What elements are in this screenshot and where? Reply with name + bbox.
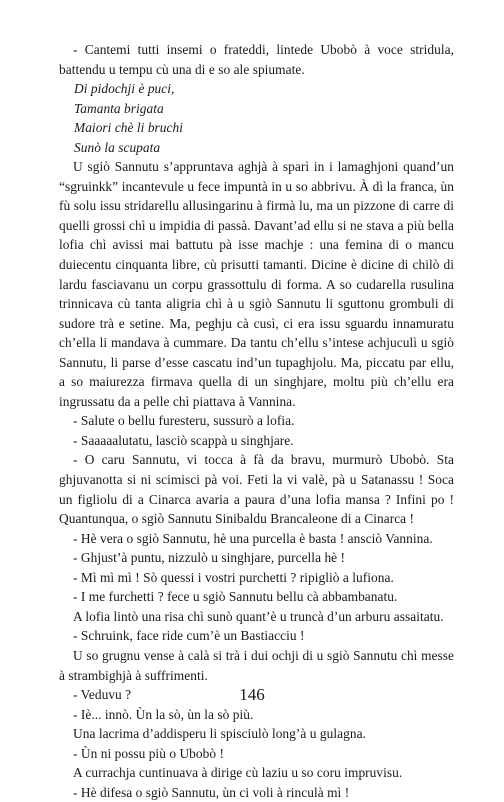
poem-line: Di pidochji è puci,	[74, 81, 175, 97]
dialogue-line: - Hè difesa o sgiò Sannutu, ùn ci voli à rinculà mì !	[73, 784, 350, 800]
dialogue-line: - Veduvu ?	[73, 687, 132, 703]
dialogue-line: - Hè vera o sgiò Sannutu, hè una purcella è basta ! ansciò Vannina.	[73, 530, 433, 546]
paragraph-narrative-sannutu: U sgiò Sannutu s’appruntava aghjà à sparì in i lamaghjoni quand’un “sgruinkk” incantevule u fece impuntà in u so abbrivu. À dì la franca, ùn fù solu issu stridarellu allusingarinu à firmà lu, ma un pizzone di carre di quelli grossi chì u impidia di passà. Davant’ad ellu si ne stava a più bella lofia chì avissi mai battutu pà isse machje : una femina di o mancu duiecentu cinquanta libre, cù prisutti tamanti. Dicine è dicine di chilò di lardu fasciavanu un corpu grassottulu di forma. A so cudarella rusulina trinnicava cù tanta aligria chì à u sgiò Sannutu li sguttonu grombuli di sudore trà e setine. Ma, peghju cà cusì, ci era issu sguardu innamuratu ch’ella li mandava à cummare. Da tantu ch’ellu s’intese achjuculì u sgiò Sannutu, li parse d’esse cascatu ind’un tupaghjolu. Ma, piccatu par ellu, a so maiurezza firmava quella di un singhjare, moltu più ch’ellu era ingrussatu da a pelle chì piattava à Vannina.	[59, 159, 454, 409]
narrative-line: U so grugnu vense à calà si trà i dui ochji di u sgiò Sannutu chì messe à strambighjà à suffrimenti.	[59, 647, 454, 683]
poem-line: Tamanta brigata	[74, 100, 164, 116]
narrative-line: A lofia lintò una risa chì sunò quant’è u truncà d’un arburu assaitatu.	[73, 608, 444, 624]
narrative-line: A currachja cuntinuava à dirige cù laziu u so coru impruvisu.	[73, 765, 403, 781]
dialogue-line: - Salute o bellu furesteru, sussurò a lofia.	[73, 413, 295, 429]
dialogue-line: - Ghjust’à puntu, nizzulò u singhjare, purcella hè !	[73, 550, 346, 566]
poem-stanza	[59, 79, 454, 157]
poem-line: Sunò la scupata	[74, 139, 161, 155]
narrative-line: Una lacrima d’addisperu li spisciulò long’à u gulagna.	[73, 726, 366, 742]
dialogue-line: - Iè... innò. Ùn la sò, ùn la sò più.	[73, 706, 254, 722]
dialogue-line: - I me furchetti ? fece u sgiò Sannutu bellu cà abbambanatu.	[73, 589, 398, 605]
dialogue-line: - Ùn ni possu più o Ubobò !	[73, 745, 224, 761]
dialogue-line: - O caru Sannutu, vi tocca à fà da bravu, murmurò Ubobò. Sta ghjuvanotta si ni scimisci pà voi. Feti la vi valè, pà u Satanassu ! Soca un figliolu di a Cinarca avaria a paura d’una lofia mansa ? Infini po ! Quantunqua, o sgiò Sannutu Sinibaldu Brancaleone di a Cinarca !	[59, 452, 454, 527]
dialogue-line: - Mì mì mì ! Sò quessi i vostri purchetti ? ripigliò a lufiona.	[73, 569, 394, 585]
poem-line: Maiori chè li bruchi	[74, 120, 184, 136]
page-number: 146	[239, 685, 265, 704]
paragraph-dialogue-cantemi: - Cantemi tutti insemi o frateddi, lintede Ubobò à voce stridula, battendu u tempu cù una di e so ale spiumate.	[59, 42, 454, 77]
dialogue-line: - Schruink, face ride cum’è un Bastiacciu !	[73, 628, 305, 644]
dialogue-line: - Saaaaalutatu, lasciò scappà u singhjare.	[73, 432, 294, 448]
